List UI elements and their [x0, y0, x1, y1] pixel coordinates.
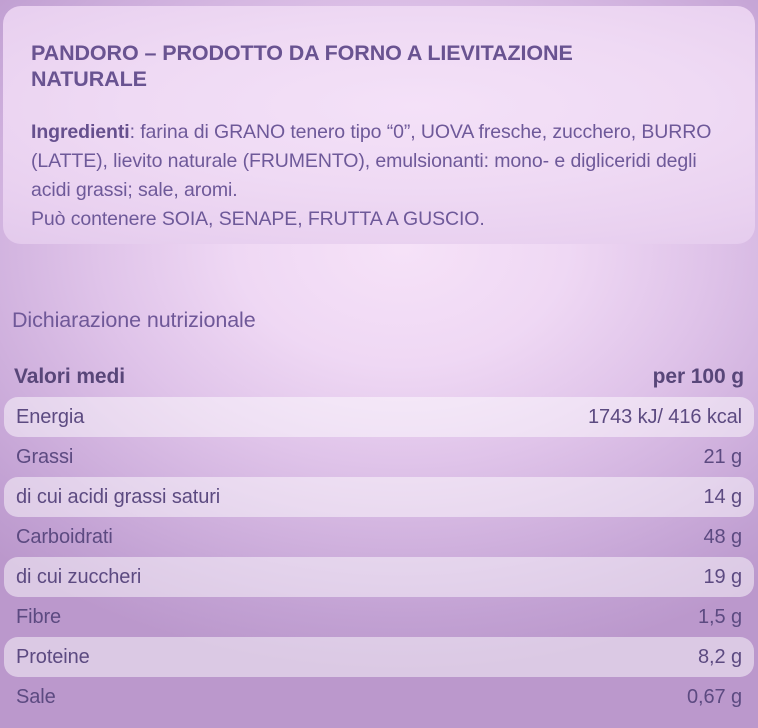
header-per-100g: per 100 g: [652, 365, 744, 388]
nutrition-table: [0, 397, 758, 717]
nutrient-value: 1743 kJ/ 416 kcal: [588, 405, 742, 428]
nutrient-label: Proteine: [16, 645, 90, 668]
ingredients-text: : farina di GRANO tenero tipo “0”, UOVA fresche, zucchero, BURRO (LATTE), lievito naturale (FRUMENTO), emulsionanti: mono- e digliceridi degli acidi grassi; sale, aromi.: [31, 121, 712, 201]
header-label: Valori medi: [14, 365, 125, 388]
table-row: [4, 397, 754, 437]
nutrient-value: 21 g: [703, 445, 742, 468]
table-row: [4, 677, 754, 717]
nutrient-label: Sale: [16, 685, 56, 708]
table-row: [4, 517, 754, 557]
ingredients-paragraph: [31, 118, 739, 234]
product-title: PANDORO – PRODOTTO DA FORNO A LIEVITAZIONE NATURALE: [31, 41, 573, 91]
table-row: [4, 437, 754, 477]
nutrient-label: Fibre: [16, 605, 62, 628]
nutrient-value: 8,2 g: [698, 645, 742, 668]
nutrition-table-header: [4, 358, 754, 396]
allergen-warning: Può contenere SOIA, SENAPE, FRUTTA A GUSCIO.: [31, 208, 485, 230]
nutrient-label: Energia: [16, 405, 85, 428]
nutrient-value: 0,67 g: [686, 685, 742, 708]
nutrient-value: 14 g: [703, 485, 742, 508]
table-row: [4, 597, 754, 637]
nutrient-label: Carboidrati: [16, 525, 113, 548]
nutrient-value: 19 g: [703, 565, 742, 588]
ingredients-card: [3, 6, 755, 244]
nutrient-value: 48 g: [703, 525, 742, 548]
table-row: [4, 477, 754, 517]
nutrient-label: di cui acidi grassi saturi: [16, 485, 221, 508]
nutrition-section-title: Dichiarazione nutrizionale: [12, 308, 256, 332]
table-row: [4, 637, 754, 677]
ingredients-label: Ingredienti: [31, 121, 130, 143]
nutrient-label: di cui zuccheri: [16, 565, 142, 588]
table-row: [4, 557, 754, 597]
nutrient-value: 1,5 g: [698, 605, 742, 628]
nutrient-label: Grassi: [16, 445, 74, 468]
